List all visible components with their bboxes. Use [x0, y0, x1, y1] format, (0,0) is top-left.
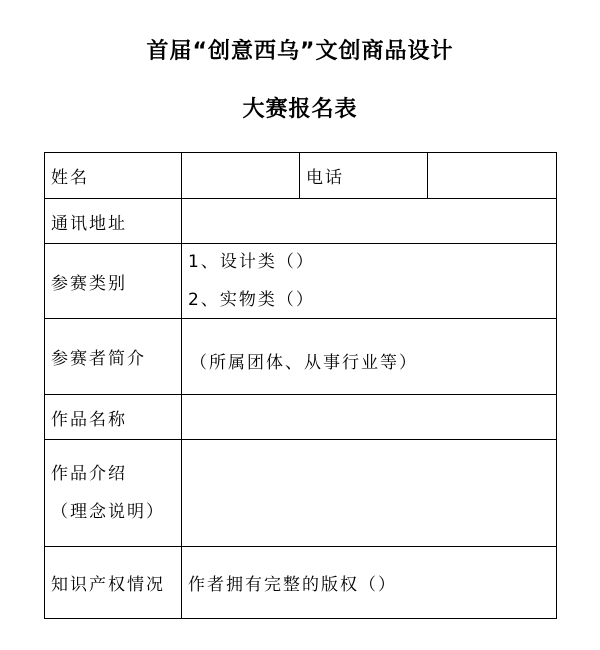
- category-field[interactable]: [182, 244, 557, 319]
- row-intro: [45, 319, 557, 395]
- row-work-intro: [45, 440, 557, 547]
- registration-form-table: [44, 152, 557, 619]
- work-name-field[interactable]: [182, 395, 557, 440]
- phone-field[interactable]: [428, 153, 557, 199]
- row-category: [45, 244, 557, 319]
- category-label: 参赛类别: [45, 244, 182, 319]
- name-field[interactable]: [182, 153, 300, 199]
- name-label: 姓名: [45, 153, 182, 199]
- ip-field[interactable]: 作者拥有完整的版权（）: [182, 547, 557, 619]
- address-label: 通讯地址: [45, 199, 182, 244]
- intro-label: 参赛者简介: [45, 319, 182, 395]
- work-name-label: 作品名称: [45, 395, 182, 440]
- category-option-physical[interactable]: 2、实物类（）: [188, 290, 315, 310]
- row-address: [45, 199, 557, 244]
- work-intro-label: 作品介绍: [51, 464, 127, 484]
- work-intro-sublabel: （理念说明）: [51, 502, 165, 522]
- category-option-design[interactable]: 1、设计类（）: [188, 252, 315, 272]
- form-title-line2: 大赛报名表: [242, 97, 358, 122]
- form-title-line1: 首届“创意西乌”文创商品设计: [146, 39, 454, 64]
- intro-hint: （所属团体、从事行业等）: [190, 353, 418, 373]
- row-ip: [45, 547, 557, 619]
- ip-label: 知识产权情况: [45, 547, 182, 619]
- work-intro-field[interactable]: [182, 440, 557, 547]
- row-name-phone: [45, 153, 557, 199]
- phone-label: 电话: [300, 153, 428, 199]
- work-intro-label-cell: [45, 440, 182, 547]
- row-work-name: [45, 395, 557, 440]
- address-field[interactable]: [182, 199, 557, 244]
- intro-field[interactable]: [182, 319, 557, 395]
